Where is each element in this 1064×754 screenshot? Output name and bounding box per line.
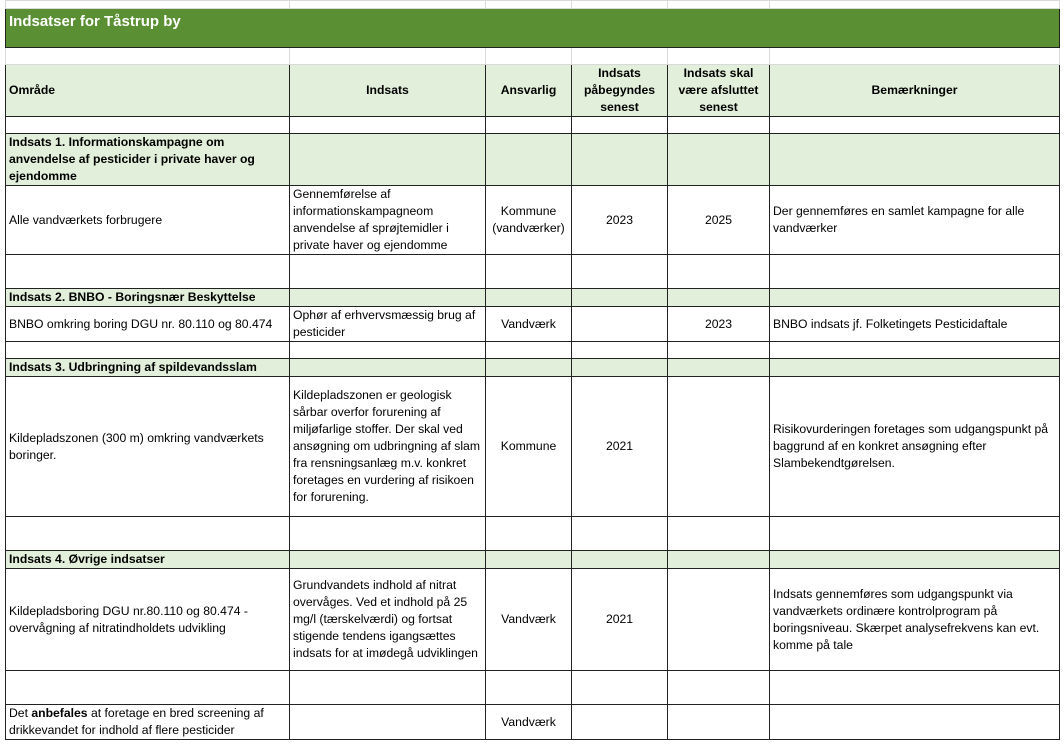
cell-ansvarlig[interactable]: Vandværk bbox=[486, 307, 572, 342]
section-fill[interactable] bbox=[486, 551, 572, 569]
section-fill[interactable] bbox=[770, 134, 1060, 186]
cell-omraade[interactable]: Alle vandværkets forbrugere bbox=[6, 186, 290, 255]
header-omraade[interactable]: Område bbox=[6, 65, 290, 117]
header-bemaerkninger[interactable]: Bemærkninger bbox=[770, 65, 1060, 117]
anbefaling-suffix: at foretage en bred screening af drikkevandet for indhold af flere pesticider bbox=[9, 706, 264, 737]
empty-cell[interactable] bbox=[486, 517, 572, 551]
anbefaling-prefix: Det bbox=[9, 706, 32, 720]
empty-cell[interactable] bbox=[290, 342, 486, 359]
cell-ansvarlig[interactable]: Kommune bbox=[486, 377, 572, 517]
cell-bemaerkninger[interactable]: BNBO indsats jf. Folketingets Pesticidaftale bbox=[770, 307, 1060, 342]
section-title[interactable]: Indsats 3. Udbringning af spildevandsslam bbox=[6, 359, 290, 377]
header-indsats[interactable]: Indsats bbox=[290, 65, 486, 117]
section-fill[interactable] bbox=[290, 359, 486, 377]
cell-start[interactable]: 2021 bbox=[572, 377, 668, 517]
section-fill[interactable] bbox=[572, 289, 668, 307]
header-ansvarlig[interactable]: Ansvarlig bbox=[486, 65, 572, 117]
section-fill[interactable] bbox=[290, 551, 486, 569]
empty-cell[interactable] bbox=[668, 342, 770, 359]
grid-cell[interactable] bbox=[290, 1, 486, 9]
cell-omraade[interactable]: Kildepladszonen (300 m) omkring vandværkets boringer. bbox=[6, 377, 290, 517]
section-fill[interactable] bbox=[486, 289, 572, 307]
section-fill[interactable] bbox=[486, 134, 572, 186]
header-start[interactable]: Indsats påbegyndes senest bbox=[572, 65, 668, 117]
empty-cell[interactable] bbox=[770, 117, 1060, 134]
cell-indsats[interactable]: Grundvandets indhold af nitrat overvåges. Ved et indhold på 25 mg/l (tærskelværdi) og fortsat stigende tendens igangsættes indsats for at imødegå udviklingen bbox=[290, 569, 486, 671]
empty-cell[interactable] bbox=[6, 342, 290, 359]
section-fill[interactable] bbox=[668, 289, 770, 307]
cell-bemaerkninger[interactable] bbox=[770, 705, 1060, 740]
grid-cell[interactable] bbox=[668, 1, 770, 9]
cell-ansvarlig[interactable]: Vandværk bbox=[486, 569, 572, 671]
empty-cell[interactable] bbox=[290, 671, 486, 705]
section-title[interactable]: Indsats 2. BNBO - Boringsnær Beskyttelse bbox=[6, 289, 290, 307]
empty-cell[interactable] bbox=[770, 671, 1060, 705]
cell-indsats[interactable]: Ophør af erhvervsmæssig brug af pesticider bbox=[290, 307, 486, 342]
section-fill[interactable] bbox=[572, 359, 668, 377]
grid-cell[interactable] bbox=[770, 1, 1060, 9]
grid-cell[interactable] bbox=[6, 48, 290, 65]
cell-indsats[interactable]: Gennemførelse af informationskampagneom anvendelse af sprøjtemidler i private haver og ejendomme bbox=[290, 186, 486, 255]
empty-cell[interactable] bbox=[290, 255, 486, 289]
empty-cell[interactable] bbox=[486, 255, 572, 289]
section-fill[interactable] bbox=[290, 289, 486, 307]
empty-cell[interactable] bbox=[668, 517, 770, 551]
empty-cell[interactable] bbox=[486, 117, 572, 134]
cell-ansvarlig[interactable]: Vandværk bbox=[486, 705, 572, 740]
grid-cell[interactable] bbox=[486, 1, 572, 9]
empty-cell[interactable] bbox=[486, 342, 572, 359]
empty-cell[interactable] bbox=[770, 517, 1060, 551]
section-fill[interactable] bbox=[668, 359, 770, 377]
empty-cell[interactable] bbox=[290, 517, 486, 551]
section-fill[interactable] bbox=[668, 134, 770, 186]
section-fill[interactable] bbox=[668, 551, 770, 569]
section-fill[interactable] bbox=[770, 289, 1060, 307]
cell-slut[interactable]: 2025 bbox=[668, 186, 770, 255]
indsats-table bbox=[5, 0, 1060, 740]
empty-cell[interactable] bbox=[668, 671, 770, 705]
cell-start[interactable]: 2023 bbox=[572, 186, 668, 255]
cell-slut[interactable] bbox=[668, 377, 770, 517]
empty-cell[interactable] bbox=[6, 117, 290, 134]
section-title[interactable]: Indsats 1. Informationskampagne om anvendelse af pesticider i private haver og ejendomme bbox=[6, 134, 290, 186]
cell-omraade[interactable]: Kildepladsboring DGU nr.80.110 og 80.474 - overvågning af nitratindholdets udvikling bbox=[6, 569, 290, 671]
empty-cell[interactable] bbox=[6, 255, 290, 289]
cell-slut[interactable] bbox=[668, 705, 770, 740]
section-title[interactable]: Indsats 4. Øvrige indsatser bbox=[6, 551, 290, 569]
grid-cell[interactable] bbox=[572, 48, 668, 65]
empty-cell[interactable] bbox=[668, 255, 770, 289]
empty-cell[interactable] bbox=[6, 671, 290, 705]
anbefaling-bold: anbefales bbox=[31, 706, 88, 720]
empty-cell[interactable] bbox=[6, 517, 290, 551]
empty-cell[interactable] bbox=[486, 671, 572, 705]
section-fill[interactable] bbox=[290, 134, 486, 186]
empty-cell[interactable] bbox=[770, 342, 1060, 359]
cell-indsats[interactable]: Kildepladszonen er geologisk sårbar overfor forurening af miljøfarlige stoffer. Der skal ved ansøgning om udbringning af slam fra rensningsanlæg m.v. konkret foretages en vurdering af risikoen for forurening. bbox=[290, 377, 486, 517]
empty-cell[interactable] bbox=[572, 255, 668, 289]
empty-cell[interactable] bbox=[572, 517, 668, 551]
cell-indsats[interactable] bbox=[290, 705, 486, 740]
grid-cell[interactable] bbox=[572, 1, 668, 9]
empty-cell[interactable] bbox=[770, 255, 1060, 289]
empty-cell[interactable] bbox=[290, 117, 486, 134]
grid-cell[interactable] bbox=[486, 48, 572, 65]
cell-bemaerkninger[interactable]: Risikovurderingen foretages som udgangspunkt på baggrund af en konkret ansøgning efter Slambekendtgørelsen. bbox=[770, 377, 1060, 517]
empty-cell[interactable] bbox=[572, 342, 668, 359]
grid-cell[interactable] bbox=[668, 48, 770, 65]
sheet-title[interactable]: Indsatser for Tåstrup by bbox=[6, 9, 1060, 48]
cell-ansvarlig[interactable]: Kommune (vandværker) bbox=[486, 186, 572, 255]
section-fill[interactable] bbox=[770, 359, 1060, 377]
empty-cell[interactable] bbox=[668, 117, 770, 134]
grid-cell[interactable] bbox=[290, 48, 486, 65]
empty-cell[interactable] bbox=[572, 117, 668, 134]
grid-cell[interactable] bbox=[770, 48, 1060, 65]
header-slut[interactable]: Indsats skal være afsluttet senest bbox=[668, 65, 770, 117]
grid-cell[interactable] bbox=[6, 1, 290, 9]
cell-slut[interactable]: 2023 bbox=[668, 307, 770, 342]
section-fill[interactable] bbox=[572, 551, 668, 569]
section-fill[interactable] bbox=[770, 551, 1060, 569]
cell-bemaerkninger[interactable]: Indsats gennemføres som udgangspunkt via vandværkets ordinære kontrolprogram på boringsniveau. Skærpet analysefrekvens kan evt. komme på tale bbox=[770, 569, 1060, 671]
cell-start[interactable] bbox=[572, 307, 668, 342]
cell-omraade[interactable]: BNBO omkring boring DGU nr. 80.110 og 80.474 bbox=[6, 307, 290, 342]
cell-bemaerkninger[interactable]: Der gennemføres en samlet kampagne for alle vandværker bbox=[770, 186, 1060, 255]
cell-slut[interactable] bbox=[668, 569, 770, 671]
cell-start[interactable]: 2021 bbox=[572, 569, 668, 671]
section-fill[interactable] bbox=[572, 134, 668, 186]
empty-cell[interactable] bbox=[572, 671, 668, 705]
cell-start[interactable] bbox=[572, 705, 668, 740]
cell-omraade-anbefaling[interactable] bbox=[6, 705, 290, 740]
section-fill[interactable] bbox=[486, 359, 572, 377]
